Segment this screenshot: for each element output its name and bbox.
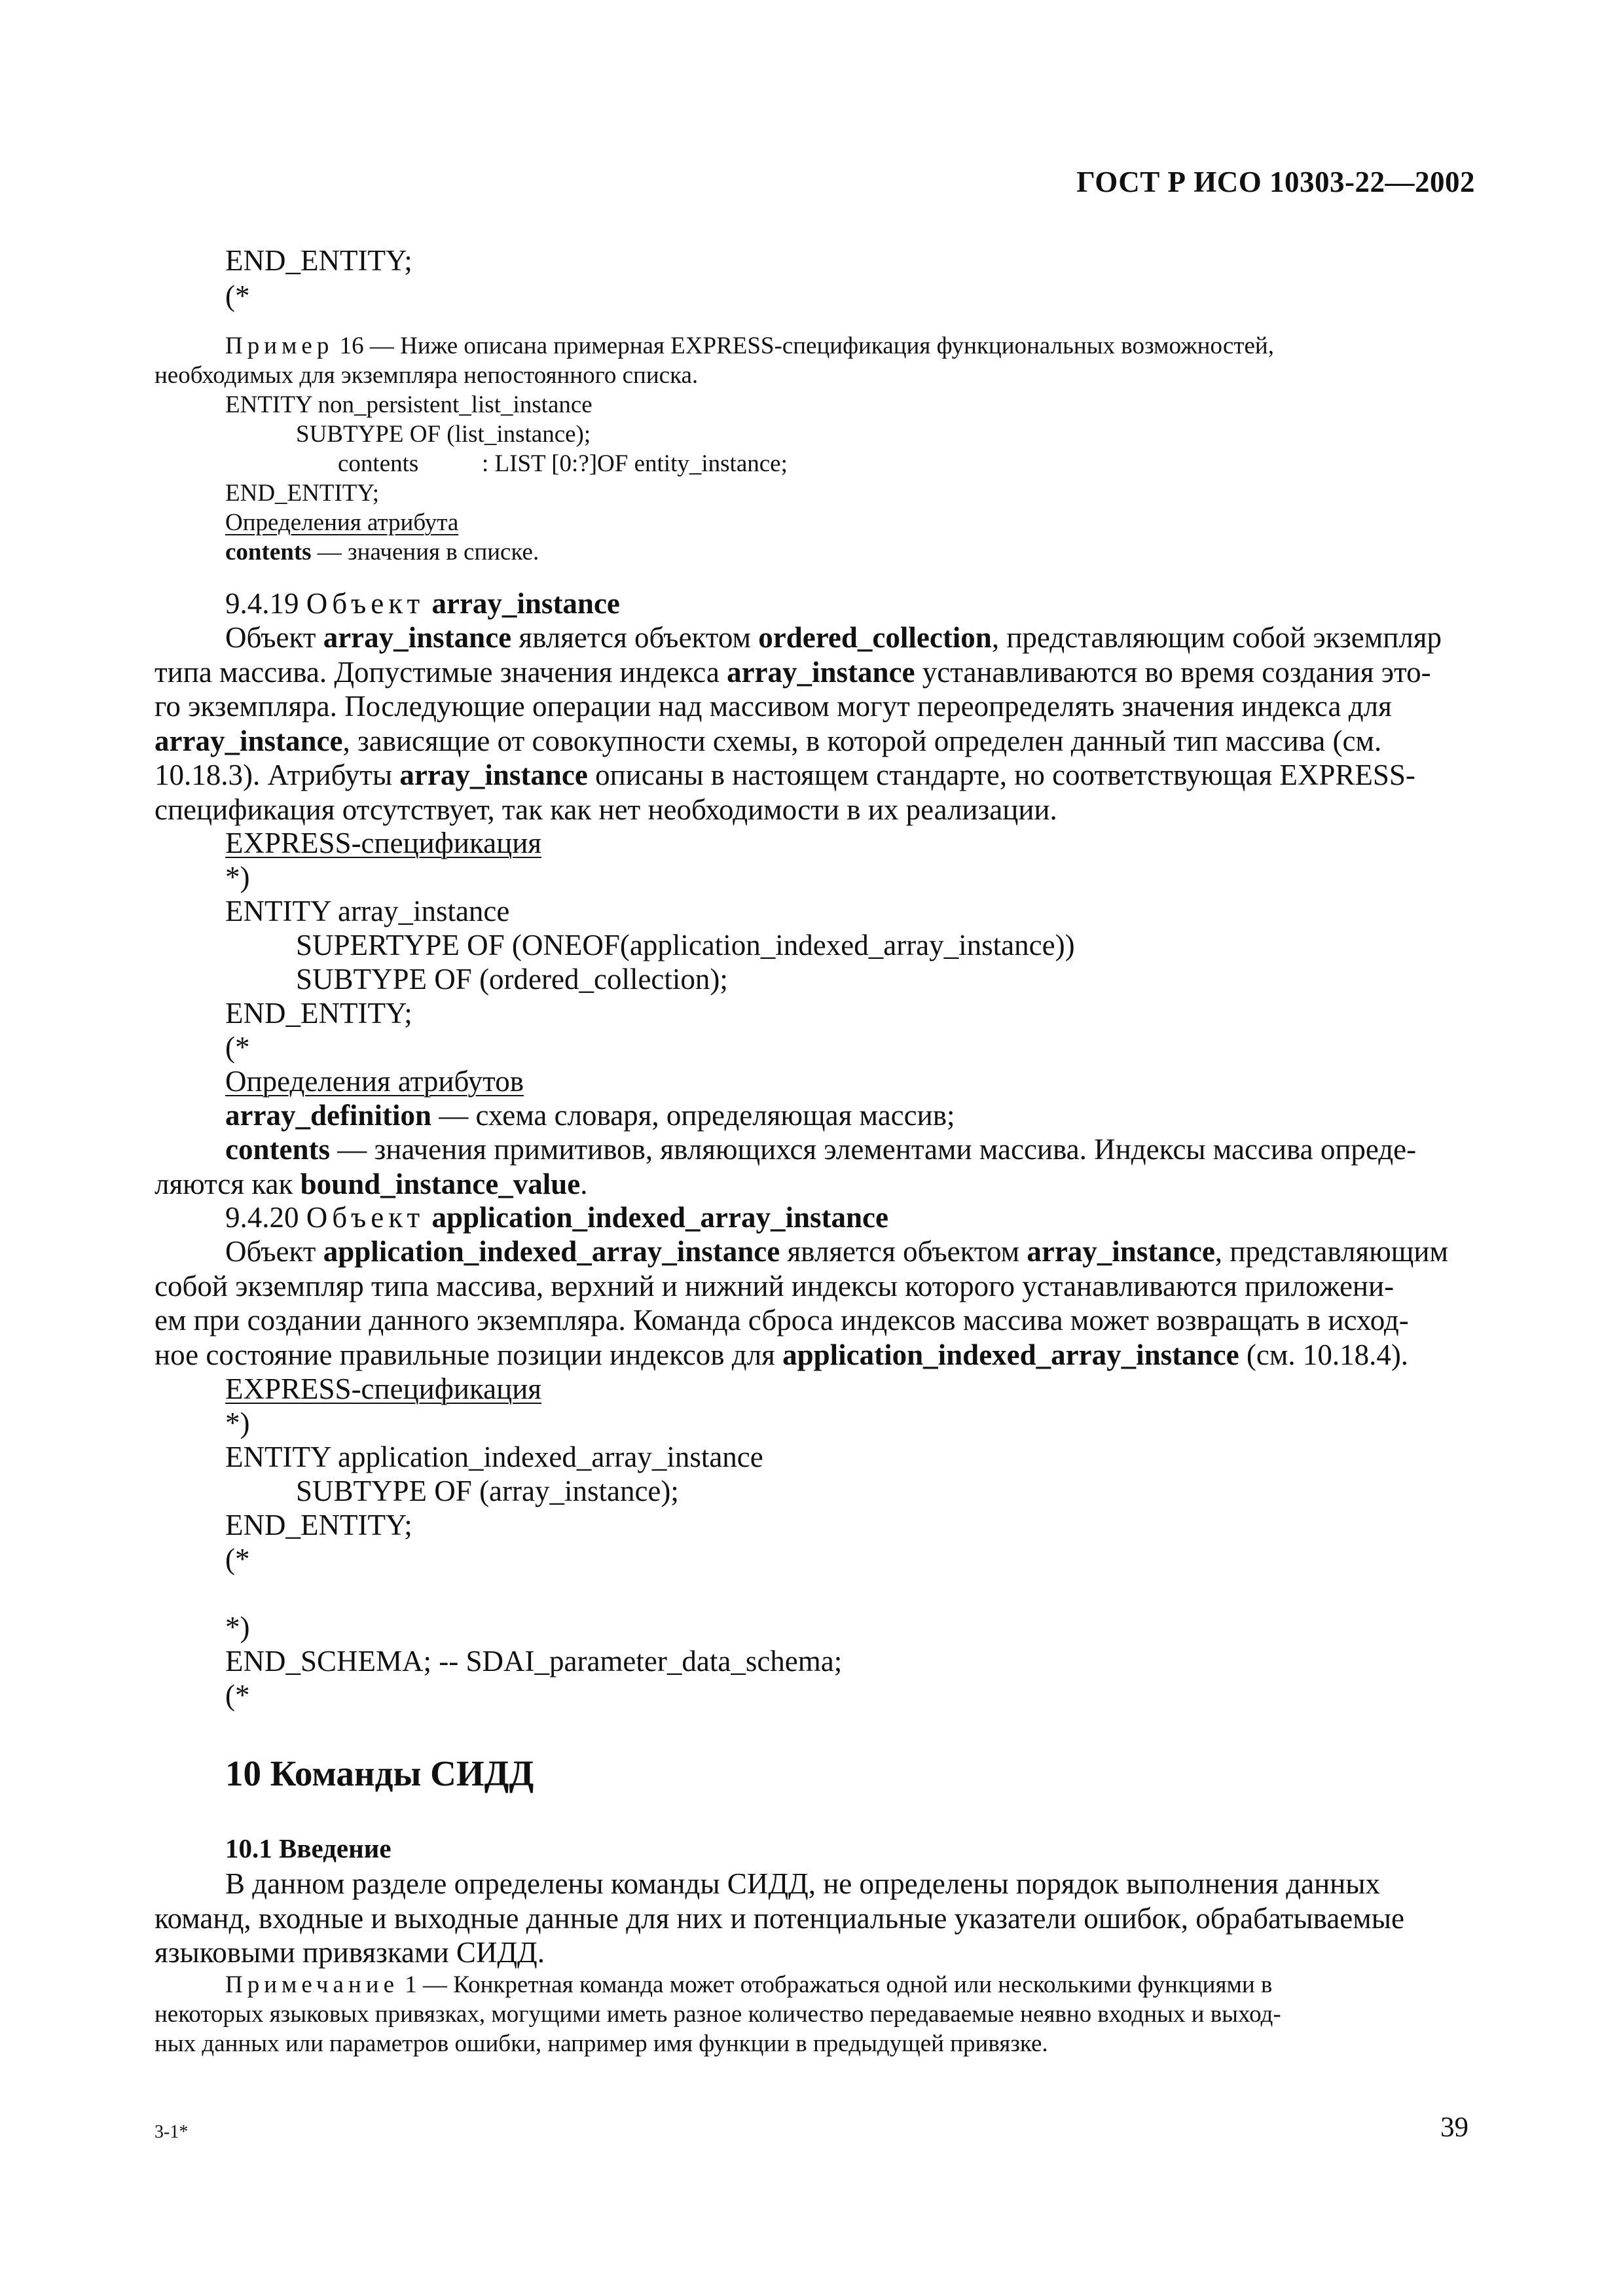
- example-label: Пример: [225, 332, 334, 359]
- section-9-4-20-paragraph: [155, 1234, 1470, 1372]
- section-10-heading: 10 Команды СИДД: [225, 1753, 534, 1793]
- page-number: 39: [1440, 2112, 1468, 2143]
- example-text: 16 — Ниже описана примерная EXPRESS-спецификация функциональных возможностей,: [333, 332, 1274, 359]
- text: устанавливаются во время создания это-: [915, 655, 1431, 689]
- note-1-paragraph: [155, 1970, 1470, 2058]
- attribute-desc: — схема словаря, определяющая массив;: [431, 1099, 955, 1132]
- attribute-name: contents: [225, 539, 312, 565]
- attribute-heading: Определения атрибута: [225, 509, 459, 536]
- section-10-1-paragraph: [155, 1867, 1470, 1970]
- code-end-entity: END_ENTITY;: [225, 997, 412, 1030]
- code-open-comment: (*: [225, 1031, 250, 1064]
- text: array_instance: [1027, 1235, 1215, 1268]
- footer-signature-mark: 3-1*: [155, 2122, 189, 2142]
- attribute-definition-contents: [155, 1132, 1470, 1201]
- text: языковыми привязками СИДД.: [155, 1936, 545, 1969]
- code-end-entity: END_ENTITY;: [225, 1509, 412, 1541]
- text: , зависящие от совокупности схемы, в которой определен данный тип массива (см.: [342, 724, 1382, 757]
- text: , представляющим: [1214, 1235, 1448, 1268]
- code-end-entity: END_ENTITY;: [225, 244, 412, 277]
- attribute-desc: — значения примитивов, являющихся элементами массива. Индексы массива опреде-: [329, 1133, 1417, 1166]
- text: ляются как: [155, 1167, 301, 1200]
- text: ordered_collection: [758, 621, 992, 654]
- code-subtype: SUBTYPE OF (array_instance);: [296, 1475, 679, 1507]
- section-number: 9.4.20: [225, 1201, 299, 1234]
- text: ем при создании данного экземпляра. Команда сброса индексов массива может возвращать в исход-: [155, 1304, 1409, 1336]
- text: array_instance: [323, 621, 512, 654]
- section-number: 9.4.19: [225, 587, 299, 620]
- text: является объектом: [780, 1235, 1027, 1268]
- section-word: Объект: [306, 1201, 425, 1234]
- code-subtype: SUBTYPE OF (list_instance);: [296, 421, 591, 448]
- text: Объект: [225, 1235, 323, 1268]
- code-attr-name: contents: [338, 450, 419, 477]
- note-text: некоторых языковых привязках, могущими иметь разное количество передаваемые неявно входных и выход-: [155, 2001, 1281, 2028]
- section-10-1-heading: 10.1 Введение: [225, 1833, 392, 1863]
- code-close-comment: *): [225, 1611, 250, 1643]
- text: , представляющим собой экземпляр: [991, 621, 1442, 654]
- code-close-comment: *): [225, 861, 250, 893]
- text: 10.18.3). Атрибуты: [155, 759, 400, 791]
- text: команд, входные и выходные данные для них и потенциальные указатели ошибок, обрабатываемые: [155, 1901, 1404, 1935]
- section-heading-9-4-20: [225, 1200, 888, 1234]
- text: Объект: [225, 621, 323, 654]
- code-attr-type: : LIST [0:?]OF entity_instance;: [482, 450, 788, 477]
- code-open-comment: (*: [225, 1543, 250, 1575]
- attribute-desc: — значения в списке.: [311, 539, 539, 565]
- section-entity-name: array_instance: [431, 587, 620, 620]
- section-heading-9-4-19: [225, 586, 620, 620]
- note-text: ных данных или параметров ошибки, например имя функции в предыдущей привязке.: [155, 2030, 1048, 2057]
- text: описаны в настоящем стандарте, но соответствующая EXPRESS-: [587, 759, 1415, 791]
- standard-header: ГОСТ Р ИСО 10303-22—2002: [1076, 166, 1475, 198]
- text: В данном разделе определены команды СИДД, не определены порядок выполнения данных: [225, 1867, 1380, 1900]
- code-entity: ENTITY application_indexed_array_instance: [225, 1441, 763, 1473]
- text: го экземпляра. Последующие операции над массивом могут переопределять значения индекса для: [155, 690, 1392, 723]
- code-open-comment: (*: [225, 1679, 250, 1712]
- code-close-comment: *): [225, 1407, 250, 1439]
- code-open-comment: (*: [225, 279, 250, 312]
- attribute-heading: Определения атрибутов: [225, 1065, 524, 1098]
- attribute-definition: [225, 1098, 955, 1132]
- example-text-line2: необходимых для экземпляра непостоянного списка.: [155, 362, 699, 389]
- code-subtype: SUBTYPE OF (ordered_collection);: [296, 963, 728, 996]
- text: application_indexed_array_instance: [323, 1235, 780, 1268]
- express-spec-heading: EXPRESS-спецификация: [225, 1372, 542, 1405]
- text: является объектом: [511, 621, 759, 654]
- attribute-name: array_definition: [225, 1099, 431, 1132]
- text: (см. 10.18.4).: [1239, 1338, 1409, 1371]
- code-end-entity: END_ENTITY;: [225, 480, 379, 507]
- text: array_instance: [727, 655, 915, 689]
- text: application_indexed_array_instance: [782, 1338, 1239, 1371]
- text: спецификация отсутствует, так как нет необходимости в их реализации.: [155, 793, 1057, 826]
- code-supertype: SUPERTYPE OF (ONEOF(application_indexed_array_instance)): [296, 929, 1075, 961]
- section-word: Объект: [306, 587, 425, 620]
- text: array_instance: [399, 759, 588, 791]
- section-entity-name: application_indexed_array_instance: [431, 1201, 888, 1234]
- code-entity: ENTITY non_persistent_list_instance: [225, 391, 593, 418]
- note-label: Примечание: [225, 1971, 399, 1998]
- text: ное состояние правильные позиции индексов для: [155, 1338, 783, 1371]
- note-text: 1 — Конкретная команда может отображаться одной или несколькими функциями в: [399, 1971, 1273, 1998]
- text: типа массива. Допустимые значения индекса: [155, 655, 727, 689]
- attribute-definition: [225, 537, 539, 567]
- attribute-name: contents: [225, 1133, 330, 1166]
- text: .: [580, 1167, 588, 1200]
- express-spec-heading: EXPRESS-спецификация: [225, 827, 542, 859]
- section-9-4-19-paragraph: [155, 620, 1470, 827]
- text: array_instance: [155, 724, 343, 757]
- text: bound_instance_value: [300, 1167, 581, 1200]
- code-entity: ENTITY array_instance: [225, 895, 510, 927]
- code-end-schema: END_SCHEMA; -- SDAI_parameter_data_schema;: [225, 1645, 843, 1677]
- text: собой экземпляр типа массива, верхний и нижний индексы которого устанавливаются приложени-: [155, 1269, 1395, 1302]
- example-16-paragraph: [155, 331, 1470, 390]
